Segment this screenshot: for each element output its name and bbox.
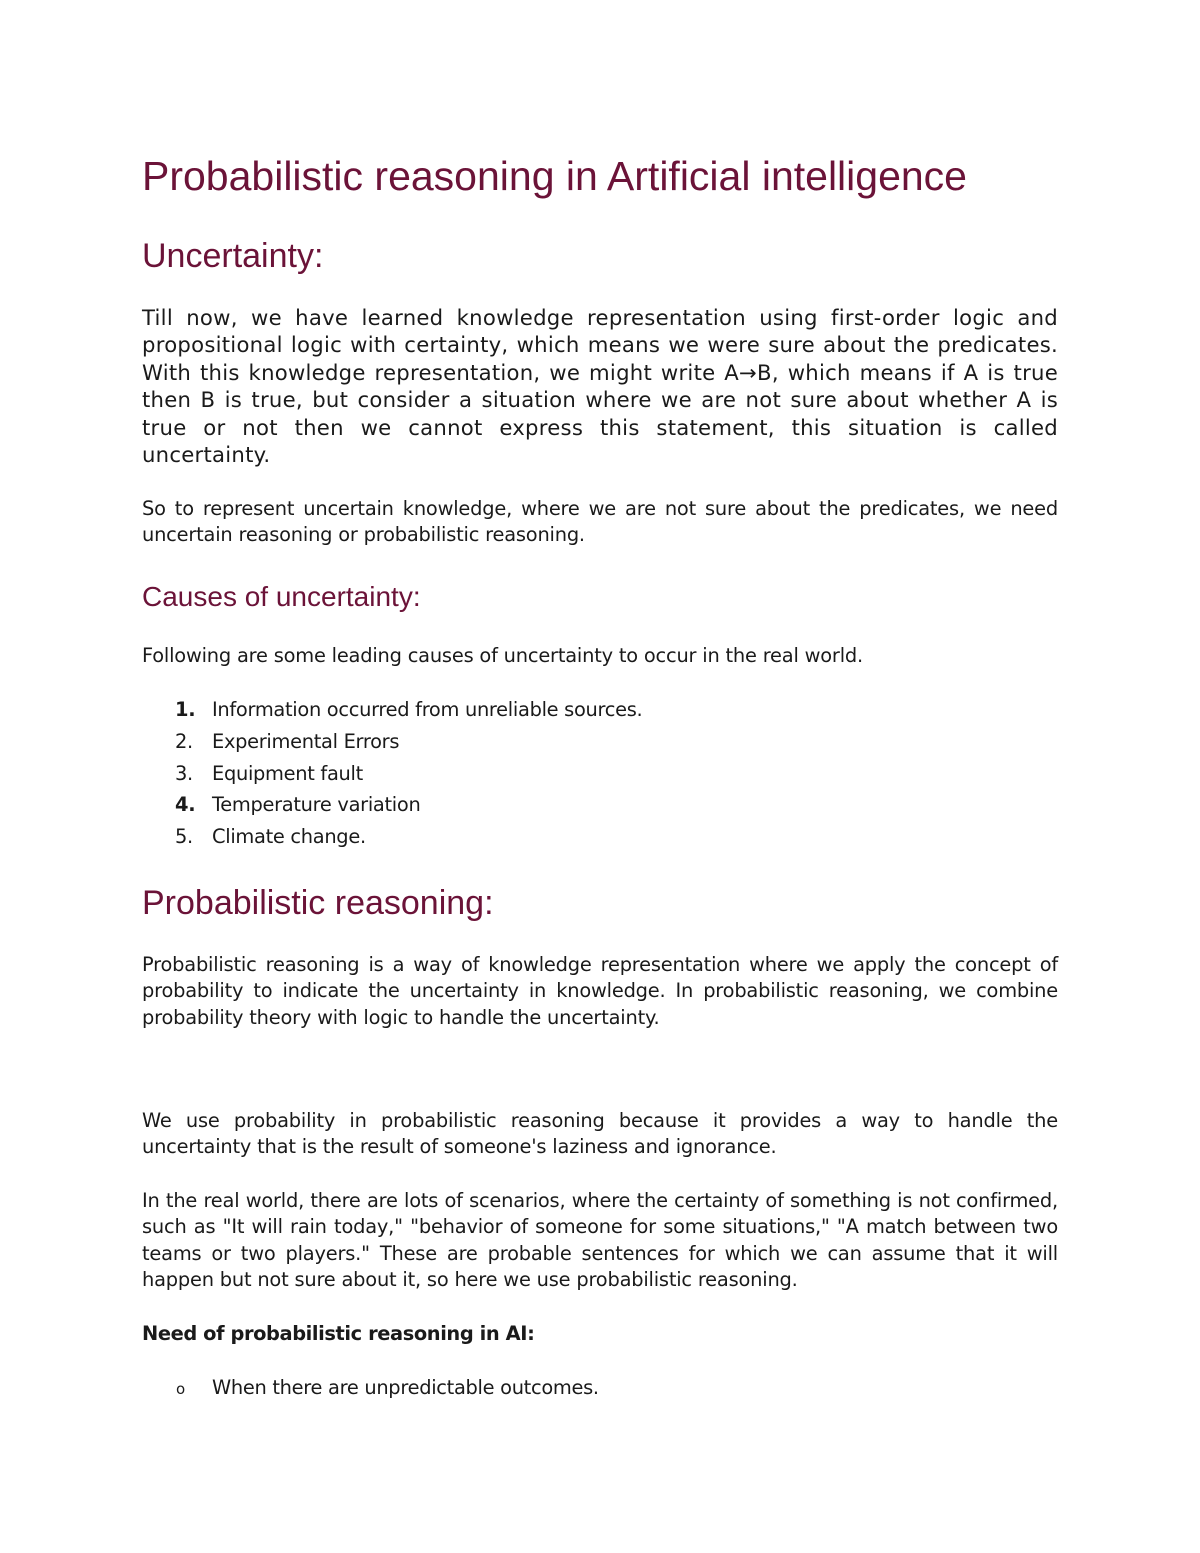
uncertainty-paragraph-2: So to represent uncertain knowledge, where we are not sure about the predicates, we need uncertain reasoning or probabilistic reasoning. [142,497,1058,547]
need-heading: Need of probabilistic reasoning in AI: [142,1322,535,1345]
list-item-text: Temperature variation [212,793,421,817]
probabilistic-paragraph-2: We use probability in probabilistic reasoning because it provides a way to handle the uncertainty that is the result of someone's laziness and ignorance. [142,1109,1058,1159]
list-item-text: Equipment fault [212,761,363,785]
probabilistic-paragraph-1: Probabilistic reasoning is a way of knowledge representation where we apply the concept of probability to indicate the uncertainty in knowledge. In probabilistic reasoning, we combine probability theory with logic to handle the uncertainty. [142,953,1058,1029]
probabilistic-paragraph-3: In the real world, there are lots of scenarios, where the certainty of something is not confirmed, such as "It will rain today," "behavior of someone for some situations," "A match between two teams or two players." These are probable sentences for which we can assume that it will happen but not sure about it, so here we use probabilistic reasoning. [142,1189,1058,1291]
list-item-number: 3. [175,761,193,785]
uncertainty-heading: Uncertainty: [142,237,324,275]
causes-list [142,696,742,855]
list-item [142,696,742,728]
document-title: Probabilistic reasoning in Artificial intelligence [142,153,967,199]
list-item-text: Information occurred from unreliable sources. [212,698,643,721]
causes-heading: Causes of uncertainty: [142,581,421,612]
list-item-number: 5. [175,825,193,849]
list-item-number: 2. [175,729,193,753]
list-item [142,760,742,792]
list-item [142,823,742,855]
causes-intro: Following are some leading causes of uncertainty to occur in the real world. [142,644,863,667]
uncertainty-paragraph-1: Till now, we have learned knowledge representation using first-order logic and propositional logic with certainty, which means we were sure about the predicates. With this knowledge representation, we might write A→B, which means if A is true then B is true, but consider a situation where we are not sure about whether A is true or not then we cannot express this statement, this situation is called uncertainty. [142,305,1058,468]
list-item-number: 4. [175,793,196,817]
list-item-text: Climate change. [212,825,366,849]
list-item [142,791,742,823]
list-item-text: Experimental Errors [212,729,400,753]
probabilistic-heading: Probabilistic reasoning: [142,884,494,922]
list-item-text: When there are unpredictable outcomes. [212,1376,599,1399]
bullet-icon: o [176,1380,185,1398]
list-item-number: 1. [175,698,196,721]
list-item [142,728,742,760]
